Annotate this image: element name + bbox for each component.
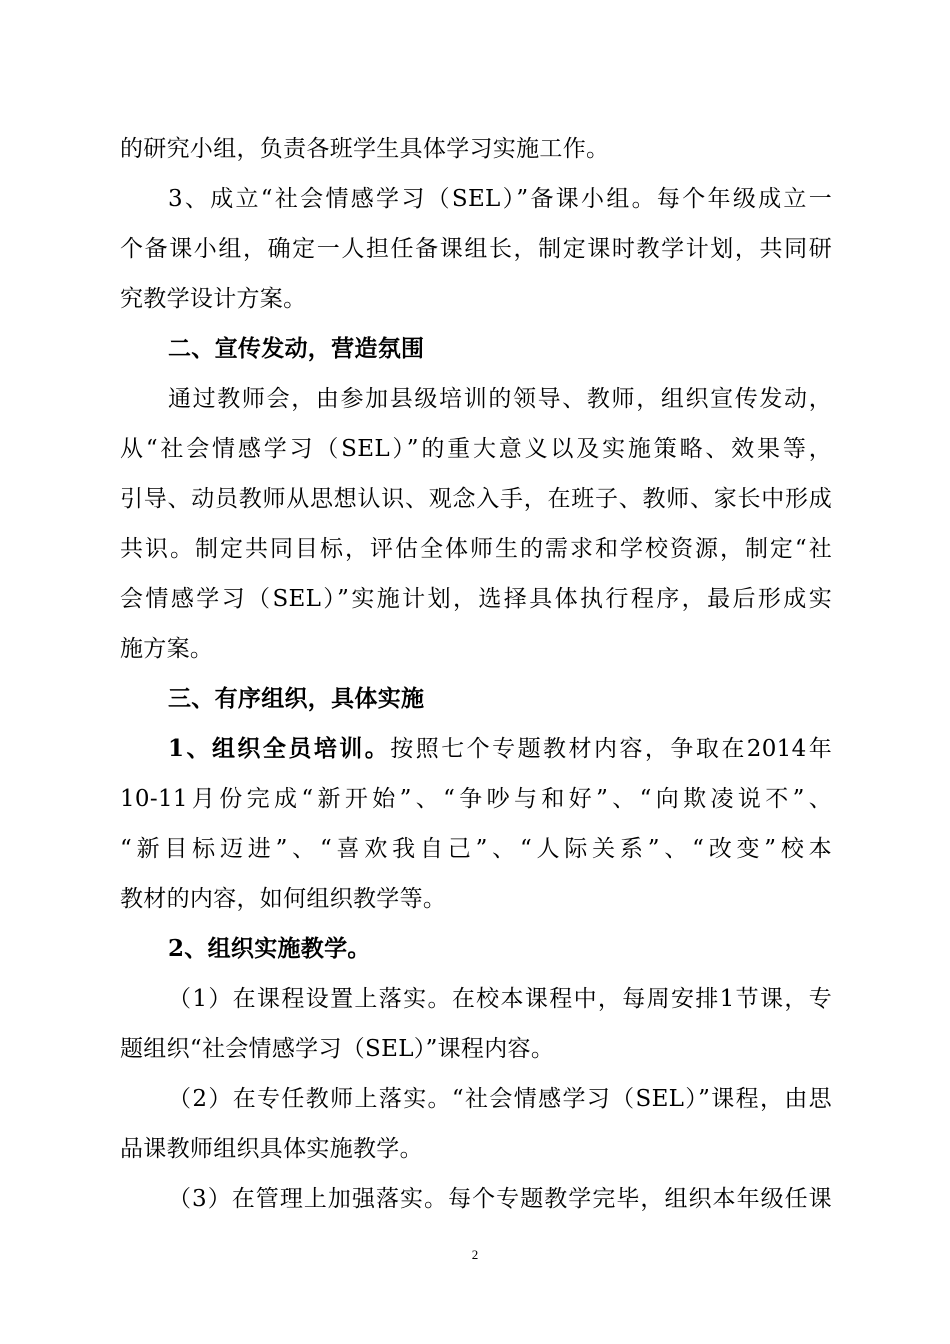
subsection-heading: 2、组织实施教学。 (168, 935, 371, 962)
paragraph-text: 按照七个专题教材内容，争取在2014年 (390, 736, 832, 762)
paragraph-line: 通过教师会，由参加县级培训的领导、教师，组织宣传发动， (168, 386, 832, 412)
page-number: 2 (471, 1247, 479, 1262)
paragraph-line: （3）在管理上加强落实。每个专题教学完毕，组织本年级任课 (168, 1186, 832, 1212)
paragraph-line: 共识。制定共同目标，评估全体师生的需求和学校资源，制定“社 (120, 536, 832, 562)
paragraph-line: 个备课小组，确定一人担任备课组长，制定课时教学计划，共同研 (120, 236, 832, 262)
section-heading: 二、宣传发动，营造氛围 (168, 335, 425, 362)
section-heading: 三、有序组织，具体实施 (168, 685, 425, 712)
paragraph-line: 教材的内容，如何组织教学等。 (120, 886, 447, 912)
paragraph-line: 从“社会情感学习（SEL）”的重大意义以及实施策略、效果等， (120, 436, 832, 462)
paragraph-line: 3、成立“社会情感学习（SEL）”备课小组。每个年级成立一 (168, 186, 832, 212)
paragraph-line (168, 734, 832, 764)
paragraph-line: 题组织“社会情感学习（SEL）”课程内容。 (120, 1036, 555, 1062)
paragraph-line: 会情感学习（SEL）”实施计划，选择具体执行程序，最后形成实 (120, 586, 832, 612)
paragraph-line: 施方案。 (120, 636, 214, 662)
paragraph-line: 10-11月份完成“新开始”、“争吵与和好”、“向欺凌说不”、 (120, 786, 832, 812)
paragraph-line: 引导、动员教师从思想认识、观念入手，在班子、教师、家长中形成 (120, 486, 832, 512)
paragraph-line: 的研究小组，负责各班学生具体学习实施工作。 (120, 136, 610, 162)
bold-lead: 1、组织全员培训。 (168, 735, 391, 762)
paragraph-line: 品课教师组织具体实施教学。 (120, 1136, 423, 1162)
paragraph-line: “新目标迈进”、“喜欢我自己”、“人际关系”、“改变”校本 (120, 836, 832, 862)
paragraph-line: 究教学设计方案。 (120, 286, 307, 312)
paragraph-line: （2）在专任教师上落实。“社会情感学习（SEL）”课程，由思 (168, 1086, 832, 1112)
paragraph-line: （1）在课程设置上落实。在校本课程中，每周安排1节课，专 (168, 986, 832, 1012)
